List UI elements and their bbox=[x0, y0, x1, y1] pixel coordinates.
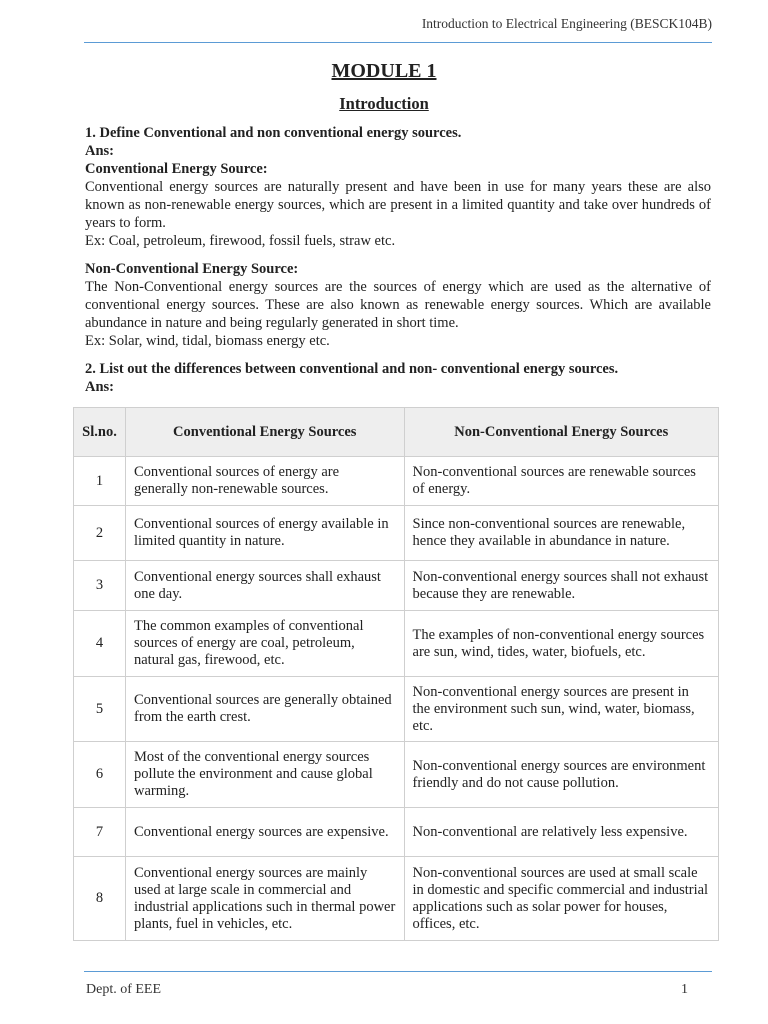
footer-rule bbox=[84, 971, 712, 972]
answer-label-2: Ans: bbox=[85, 379, 115, 395]
page-header: Introduction to Electrical Engineering (BESCK104B) bbox=[421, 16, 712, 31]
header-conventional: Conventional Energy Sources bbox=[125, 408, 404, 457]
conventional-cell: Conventional energy sources shall exhaust one day. bbox=[125, 561, 404, 611]
conventional-heading: Conventional Energy Source: bbox=[85, 161, 268, 177]
nonconventional-heading: Non-Conventional Energy Source: bbox=[85, 261, 299, 277]
nonconventional-cell: Non-conventional energy sources are present in the environment such sun, wind, water, biomass, etc. bbox=[404, 677, 718, 742]
header-slno: Sl.no. bbox=[74, 408, 126, 457]
conventional-cell: Conventional energy sources are expensive. bbox=[125, 808, 404, 857]
table-row bbox=[74, 677, 719, 742]
question-2: 2. List out the differences between conventional and non- conventional energy sources. bbox=[85, 361, 619, 377]
header-nonconventional: Non-Conventional Energy Sources bbox=[404, 408, 718, 457]
question-1: 1. Define Conventional and non conventional energy sources. bbox=[85, 125, 462, 141]
nonconventional-cell: Non-conventional are relatively less expensive. bbox=[404, 808, 718, 857]
nonconventional-definition: The Non-Conventional energy sources are the sources of energy which are used as the alternative of conventional energy sources. These are also known as renewable energy sources. Which are available abundance in nature and being regularly generated in short time. bbox=[85, 279, 711, 331]
answer-label-1: Ans: bbox=[85, 143, 115, 159]
table-row bbox=[74, 742, 719, 808]
conventional-cell: Conventional sources of energy are generally non-renewable sources. bbox=[125, 457, 404, 506]
row-number: 4 bbox=[74, 611, 126, 677]
row-number: 7 bbox=[74, 808, 126, 857]
row-number: 6 bbox=[74, 742, 126, 808]
table-row bbox=[74, 808, 719, 857]
footer-department: Dept. of EEE bbox=[86, 982, 162, 997]
row-number: 3 bbox=[74, 561, 126, 611]
row-number: 1 bbox=[74, 457, 126, 506]
nonconventional-example: Ex: Solar, wind, tidal, biomass energy etc. bbox=[85, 333, 330, 349]
table-header-row bbox=[74, 408, 719, 457]
table-row bbox=[74, 561, 719, 611]
conventional-cell: Conventional sources of energy available in limited quantity in nature. bbox=[125, 506, 404, 561]
conventional-example: Ex: Coal, petroleum, firewood, fossil fuels, straw etc. bbox=[85, 233, 396, 249]
header-rule bbox=[84, 42, 712, 43]
table-row bbox=[74, 857, 719, 941]
conventional-definition: Conventional energy sources are naturally present and have been in use for many years these are also known as non-renewable energy sources, which are present in a limited quantity and take over hundreds of years to form. bbox=[85, 179, 711, 231]
conventional-cell: The common examples of conventional sources of energy are coal, petroleum, natural gas, firewood, etc. bbox=[125, 611, 404, 677]
table-row bbox=[74, 506, 719, 561]
table-row bbox=[74, 457, 719, 506]
conventional-cell: Conventional sources are generally obtained from the earth crest. bbox=[125, 677, 404, 742]
conventional-cell: Conventional energy sources are mainly used at large scale in commercial and industrial applications such in thermal power plants, fuel in vehicles, etc. bbox=[125, 857, 404, 941]
differences-table bbox=[73, 407, 719, 941]
content-body bbox=[85, 124, 711, 396]
nonconventional-cell: Non-conventional sources are used at small scale in domestic and specific commercial and industrial applications such as solar power for houses, offices, etc. bbox=[404, 857, 718, 941]
nonconventional-cell: Non-conventional energy sources shall not exhaust because they are renewable. bbox=[404, 561, 718, 611]
nonconventional-cell: Since non-conventional sources are renewable, hence they available in abundance in nature. bbox=[404, 506, 718, 561]
row-number: 8 bbox=[74, 857, 126, 941]
row-number: 2 bbox=[74, 506, 126, 561]
page-number: 1 bbox=[681, 982, 688, 997]
conventional-cell: Most of the conventional energy sources pollute the environment and cause global warming. bbox=[125, 742, 404, 808]
nonconventional-cell: Non-conventional energy sources are environment friendly and do not cause pollution. bbox=[404, 742, 718, 808]
module-title: MODULE 1 bbox=[331, 60, 437, 82]
nonconventional-cell: Non-conventional sources are renewable sources of energy. bbox=[404, 457, 718, 506]
row-number: 5 bbox=[74, 677, 126, 742]
nonconventional-cell: The examples of non-conventional energy sources are sun, wind, tides, water, biofuels, etc. bbox=[404, 611, 718, 677]
section-title: Introduction bbox=[339, 94, 429, 113]
table-row bbox=[74, 611, 719, 677]
